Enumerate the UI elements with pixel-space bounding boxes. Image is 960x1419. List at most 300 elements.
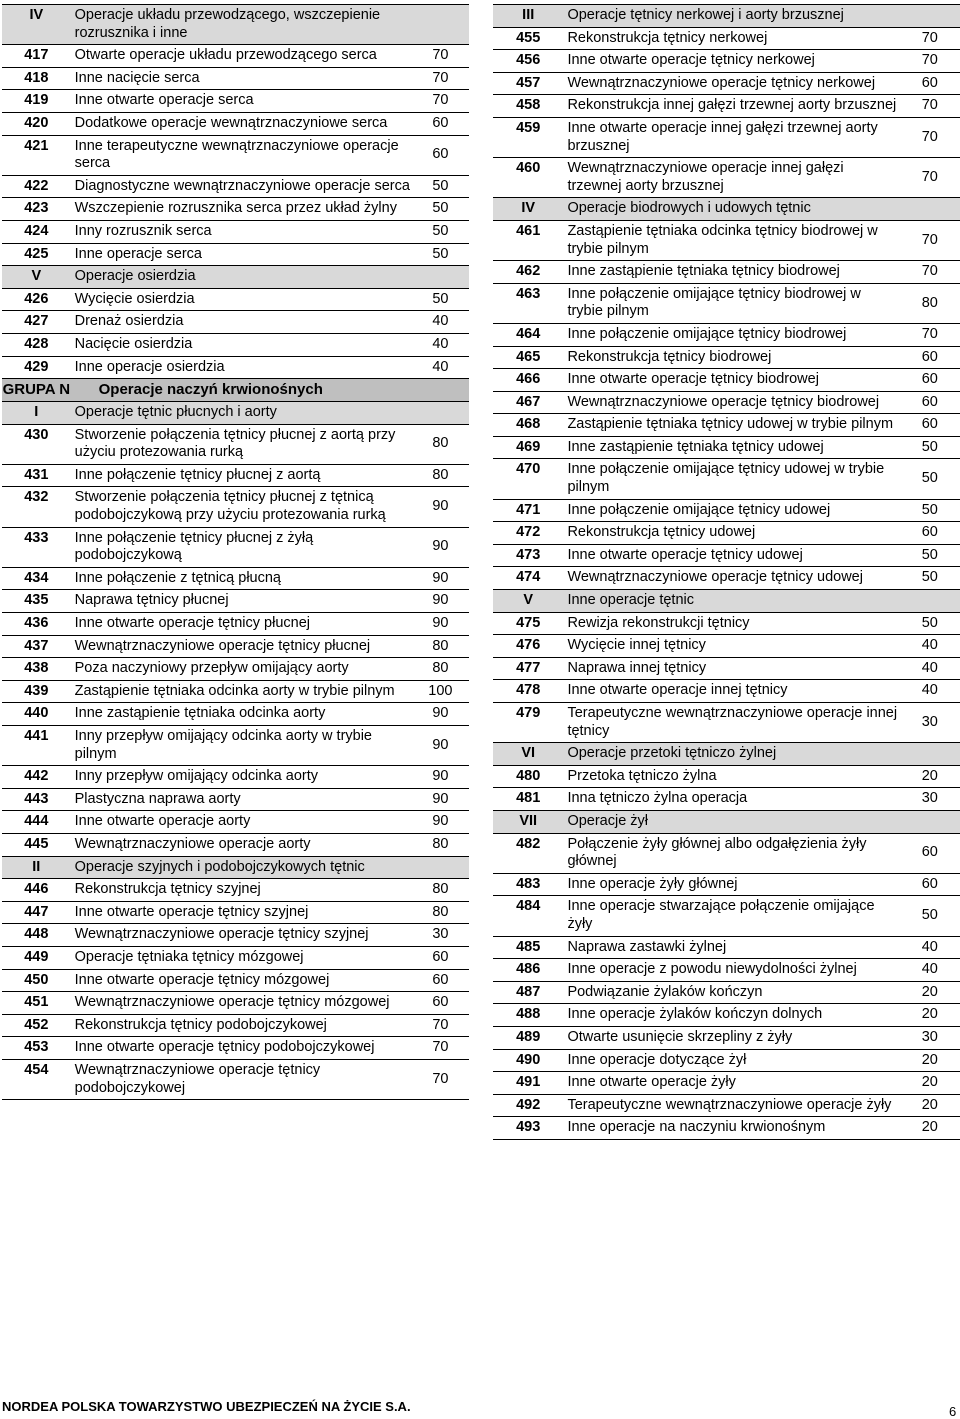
procedure-percentage: 60 — [921, 416, 938, 433]
procedure-percentage: 60 — [432, 971, 449, 988]
procedure-percentage: 50 — [432, 222, 449, 239]
procedure-row — [493, 72, 960, 95]
procedure-name: Inne operacje stwarzające połączenie omijające żyły — [567, 898, 875, 932]
procedure-percentage: 70 — [432, 69, 449, 86]
procedure-name: Inne operacje na naczyniu krwionośnym — [567, 1119, 826, 1136]
procedure-name: Naprawa zastawki żylnej — [567, 938, 727, 955]
procedure-row — [493, 369, 960, 392]
procedure-name: Rekonstrukcja tętnicy biodrowej — [567, 348, 772, 365]
procedure-percentage: 50 — [921, 546, 938, 563]
procedure-code: 464 — [516, 325, 541, 342]
procedure-code: 457 — [516, 74, 541, 91]
procedure-row — [2, 703, 469, 726]
procedure-percentage: 90 — [432, 498, 449, 515]
procedure-code: 418 — [24, 69, 49, 86]
procedure-code: 423 — [24, 200, 49, 217]
procedure-name: Połączenie żyły głównej albo odgałęzienia żyły głównej — [567, 835, 867, 870]
procedure-code: 472 — [516, 524, 541, 541]
procedure-name: Rekonstrukcja tętnicy szyjnej — [74, 881, 261, 898]
procedure-percentage: 50 — [432, 245, 449, 262]
procedure-percentage: 60 — [921, 371, 938, 388]
procedure-row — [493, 703, 960, 743]
procedure-code: 491 — [516, 1074, 541, 1091]
procedure-code: 454 — [24, 1061, 49, 1078]
procedure-name: Inne połączenie omijające tętnicy biodrowej — [567, 325, 847, 342]
procedure-name: Inny przepływ omijający odcinka aorty w trybie pilnym — [74, 728, 372, 762]
procedure-code: 425 — [24, 245, 49, 262]
procedure-row — [2, 969, 469, 992]
procedure-code: 438 — [24, 660, 49, 677]
procedure-name: Operacje tętniaka tętnicy mózgowej — [74, 948, 304, 965]
procedure-row — [493, 1026, 960, 1049]
procedure-row — [493, 873, 960, 896]
procedure-percentage: 40 — [432, 335, 449, 352]
procedure-code: 481 — [516, 790, 541, 807]
procedure-row — [493, 567, 960, 590]
procedure-name: Zastąpienie tętniaka odcinka aorty w trybie pilnym — [74, 682, 395, 699]
procedure-row — [2, 766, 469, 789]
procedure-row — [2, 198, 469, 221]
procedure-row — [493, 391, 960, 414]
procedure-code: 445 — [24, 835, 49, 852]
procedure-code: 483 — [516, 875, 541, 892]
procedure-code: 479 — [516, 705, 541, 721]
procedure-code: III — [493, 5, 563, 28]
procedure-code: 424 — [24, 222, 49, 239]
section-header-row — [493, 810, 960, 833]
procedure-row — [2, 924, 469, 947]
procedure-percentage: 20 — [921, 1096, 938, 1113]
procedure-name: Inne połączenie tętnicy płucnej z żyłą podobojczykową — [74, 529, 314, 564]
procedure-row — [2, 680, 469, 703]
procedure-code: 456 — [516, 52, 541, 69]
procedure-percentage — [412, 402, 469, 425]
procedure-row — [493, 95, 960, 118]
procedure-code: 471 — [516, 501, 541, 518]
procedure-name: Inne operacje żyły głównej — [567, 875, 738, 892]
procedure-row — [493, 158, 960, 198]
procedure-row — [493, 680, 960, 703]
procedure-percentage: 50 — [432, 177, 449, 194]
procedure-row — [2, 635, 469, 658]
procedure-name: Inne otwarte operacje innej tętnicy — [567, 682, 788, 699]
procedure-row — [2, 487, 469, 527]
procedure-percentage: 40 — [432, 313, 449, 330]
procedure-name: Wycięcie osierdzia — [74, 290, 195, 307]
procedure-percentage: 50 — [432, 200, 449, 217]
procedure-percentage — [412, 5, 469, 45]
procedure-code: 488 — [516, 1006, 541, 1023]
procedure-name: Dodatkowe operacje wewnątrznaczyniowe serca — [74, 114, 388, 131]
procedure-code: 431 — [24, 466, 49, 483]
procedure-percentage: 90 — [432, 615, 449, 632]
procedure-name: Otwarte operacje układu przewodzącego serca — [74, 47, 377, 64]
procedure-name: Inne nacięcie serca — [74, 69, 200, 86]
procedure-row — [2, 1059, 469, 1099]
procedure-percentage: 40 — [921, 659, 938, 676]
procedure-name: Operacje układu przewodzącego, wszczepienie rozrusznika i inne — [71, 5, 412, 45]
procedure-code: 469 — [516, 438, 541, 455]
procedure-percentage: 20 — [921, 1006, 938, 1023]
procedure-name: Inne zastąpienie tętniaka tętnicy udowej — [567, 438, 824, 455]
procedure-name: Drenaż osierdzia — [74, 313, 184, 330]
procedure-code: 449 — [24, 948, 49, 965]
procedure-percentage: 20 — [921, 1051, 938, 1068]
procedure-code: 426 — [24, 290, 49, 307]
procedure-code: V — [493, 590, 563, 613]
procedure-percentage: 80 — [432, 435, 449, 452]
procedure-name: Otwarte usunięcie skrzepliny z żyły — [567, 1028, 793, 1045]
procedure-percentage: 20 — [921, 1074, 938, 1091]
procedure-code: 447 — [24, 903, 49, 920]
procedure-code: 480 — [516, 767, 541, 784]
procedure-name: Inne operacje osierdzia — [74, 358, 225, 375]
procedure-name: Inne operacje dotyczące żył — [567, 1051, 747, 1068]
procedure-row — [2, 243, 469, 266]
procedure-name: Przetoka tętniczo żylna — [567, 767, 717, 784]
procedure-code: 443 — [24, 790, 49, 807]
procedure-percentage: 70 — [432, 1070, 449, 1087]
procedure-row — [2, 527, 469, 567]
procedure-name: Inne otwarte operacje tętnicy nerkowej — [567, 52, 815, 69]
procedure-name: Inne połączenie tętnicy płucnej z aortą — [74, 466, 321, 483]
procedure-name: Inne operacje żylaków kończyn dolnych — [567, 1006, 823, 1023]
procedure-percentage: 60 — [432, 114, 449, 131]
procedure-row — [493, 346, 960, 369]
procedure-percentage — [412, 856, 469, 879]
procedure-name: Poza naczyniowy przepływ omijający aorty — [74, 660, 349, 677]
procedure-name: Wewnątrznaczyniowe operacje aorty — [74, 835, 311, 852]
procedure-code: 460 — [516, 160, 541, 177]
procedure-row — [2, 311, 469, 334]
procedure-name: Rekonstrukcja tętnicy nerkowej — [567, 29, 768, 46]
procedure-percentage — [900, 590, 960, 613]
procedure-percentage: 60 — [921, 524, 938, 541]
procedure-code: 428 — [24, 335, 49, 352]
procedure-percentage: 30 — [921, 713, 938, 730]
procedure-code: 482 — [516, 835, 541, 852]
procedure-row — [2, 567, 469, 590]
procedure-name: Zastąpienie tętniaka odcinka tętnicy biodrowej w trybie pilnym — [567, 222, 878, 257]
procedure-name: Rekonstrukcja tętnicy podobojczykowej — [74, 1016, 327, 1033]
procedure-row — [493, 117, 960, 157]
procedure-code: 466 — [516, 371, 541, 388]
procedure-row — [493, 499, 960, 522]
procedure-code: 435 — [24, 592, 49, 609]
procedure-name: Inne operacje z powodu niewydolności żylnej — [567, 961, 857, 978]
procedure-code: 448 — [24, 926, 49, 943]
group-header-row — [2, 379, 469, 402]
section-header-row — [493, 743, 960, 766]
procedure-name: Naprawa tętnicy płucnej — [74, 592, 229, 609]
procedure-row — [2, 590, 469, 613]
section-header-row — [493, 5, 960, 28]
procedure-percentage: 80 — [432, 466, 449, 483]
procedure-percentage: 90 — [432, 705, 449, 722]
procedure-row — [493, 220, 960, 260]
footer-company-name: NORDEA POLSKA TOWARZYSTWO UBEZPIECZEŃ NA ŻYCIE S.A. — [2, 1399, 411, 1414]
procedure-row — [493, 436, 960, 459]
procedure-percentage: 90 — [432, 768, 449, 785]
procedure-name: Inne otwarte operacje serca — [74, 92, 254, 109]
procedure-name: Inne otwarte operacje tętnicy podobojczykowej — [74, 1039, 375, 1056]
procedure-percentage: 70 — [921, 325, 938, 342]
procedure-name: Inne otwarte operacje żyły — [567, 1074, 736, 1091]
procedure-row — [2, 613, 469, 636]
procedure-row — [2, 1037, 469, 1060]
procedure-name: Inne połączenie omijające tętnicy udowej — [567, 501, 831, 518]
procedure-code: 436 — [24, 615, 49, 632]
procedure-code: 429 — [24, 358, 49, 375]
procedure-row — [2, 788, 469, 811]
procedure-row — [493, 981, 960, 1004]
procedure-percentage: 60 — [921, 844, 938, 861]
procedure-code: 490 — [516, 1051, 541, 1068]
procedure-code: 470 — [516, 461, 541, 478]
procedure-name: Wewnątrznaczyniowe operacje tętnicy udowej — [567, 569, 863, 586]
procedure-code: 486 — [516, 961, 541, 978]
procedure-code: V — [2, 266, 71, 289]
procedure-code: 468 — [516, 416, 541, 433]
procedure-percentage: 90 — [432, 790, 449, 807]
procedure-code: 463 — [516, 285, 541, 302]
procedure-code: 427 — [24, 313, 49, 330]
procedure-row — [493, 896, 960, 936]
procedure-name: Operacje osierdzia — [71, 266, 412, 289]
procedure-row — [2, 90, 469, 113]
section-header-row — [493, 590, 960, 613]
procedure-code: 492 — [516, 1096, 541, 1113]
procedure-name: Inna tętniczo żylna operacja — [567, 790, 748, 807]
procedure-code: 434 — [24, 569, 49, 586]
procedure-code: 440 — [24, 705, 49, 722]
procedure-row — [493, 959, 960, 982]
procedure-percentage: 60 — [432, 146, 449, 163]
procedure-row — [493, 1117, 960, 1140]
procedure-code: 430 — [24, 426, 49, 443]
procedure-name: Wewnątrznaczyniowe operacje tętnicy płucnej — [74, 637, 371, 654]
procedure-row — [493, 1049, 960, 1072]
procedure-name: Operacje naczyń krwionośnych — [71, 379, 412, 402]
procedure-percentage: 60 — [432, 994, 449, 1011]
procedure-code: 419 — [24, 92, 49, 109]
procedure-row — [2, 112, 469, 135]
procedure-name: Inne operacje serca — [74, 245, 202, 262]
procedure-name: Inne otwarte operacje tętnicy mózgowej — [74, 971, 330, 988]
procedure-code: 458 — [516, 97, 541, 114]
procedure-name: Naprawa innej tętnicy — [567, 659, 707, 676]
procedure-name: Rekonstrukcja innej gałęzi trzewnej aorty brzusznej — [567, 97, 897, 114]
procedure-percentage: 40 — [432, 358, 449, 375]
procedure-percentage: 90 — [432, 592, 449, 609]
procedure-percentage: 70 — [432, 1016, 449, 1033]
procedure-percentage: 40 — [921, 938, 938, 955]
procedure-row — [493, 522, 960, 545]
procedure-percentage: 80 — [432, 637, 449, 654]
procedure-code: 493 — [516, 1119, 541, 1136]
procedure-row — [2, 45, 469, 68]
procedure-code: 477 — [516, 659, 541, 676]
procedure-row — [2, 424, 469, 464]
procedure-name: Inne otwarte operacje tętnicy płucnej — [74, 615, 310, 632]
procedure-percentage: 50 — [921, 438, 938, 455]
procedure-name: Inny rozrusznik serca — [74, 222, 212, 239]
procedure-row — [493, 261, 960, 284]
right-table-body — [493, 5, 960, 1140]
procedure-code: 473 — [516, 546, 541, 563]
procedure-code: 467 — [516, 393, 541, 410]
procedure-name: Wewnątrznaczyniowe operacje tętnicy szyjnej — [74, 926, 369, 943]
procedure-percentage: 80 — [432, 903, 449, 920]
procedure-name: Plastyczna naprawa aorty — [74, 790, 241, 807]
procedure-name: Operacje biodrowych i udowych tętnic — [563, 198, 899, 221]
procedure-code: 441 — [24, 728, 49, 744]
procedure-name: Inne połączenie omijające tętnicy biodrowej w trybie pilnym — [567, 285, 861, 320]
procedure-name: Inne połączenie omijające tętnicy udowej w trybie pilnym — [567, 461, 885, 496]
procedure-row — [493, 765, 960, 788]
procedure-percentage: 50 — [921, 569, 938, 586]
procedure-code: I — [2, 402, 71, 425]
procedure-percentage: 80 — [432, 881, 449, 898]
procedure-name: Terapeutyczne wewnątrznaczyniowe operacje żyły — [567, 1096, 892, 1113]
procedure-code: 475 — [516, 614, 541, 631]
procedure-row — [2, 356, 469, 379]
procedure-percentage: 80 — [432, 835, 449, 852]
procedure-code: 452 — [24, 1016, 49, 1033]
procedure-name: Operacje żył — [563, 810, 899, 833]
procedure-name: Wewnątrznaczyniowe operacje tętnicy podobojczykowej — [74, 1061, 321, 1096]
procedure-row — [2, 464, 469, 487]
procedure-percentage: 70 — [432, 92, 449, 109]
procedure-name: Diagnostyczne wewnątrznaczyniowe operacje serca — [74, 177, 410, 194]
procedure-row — [2, 135, 469, 175]
procedure-percentage: 30 — [921, 790, 938, 807]
procedure-name: Operacje tętnic płucnych i aorty — [71, 402, 412, 425]
procedure-name: Inne operacje tętnic — [563, 590, 899, 613]
procedure-code: 420 — [24, 114, 49, 131]
procedure-percentage: 60 — [921, 393, 938, 410]
procedure-percentage: 50 — [921, 907, 938, 924]
procedure-code: 485 — [516, 938, 541, 955]
procedure-row — [2, 992, 469, 1015]
procedure-row — [493, 27, 960, 50]
procedure-row — [2, 333, 469, 356]
procedure-code: 432 — [24, 489, 49, 506]
procedure-percentage: 30 — [921, 1028, 938, 1045]
procedure-code: VII — [493, 810, 563, 833]
section-header-row — [2, 856, 469, 879]
procedure-code: 484 — [516, 898, 541, 915]
procedure-name: Stworzenie połączenia tętnicy płucnej z tętnicą podobojczykową przy użyciu protezowania rurką — [74, 489, 386, 524]
procedure-percentage: 60 — [432, 948, 449, 965]
procedure-row — [2, 946, 469, 969]
procedure-row — [493, 283, 960, 323]
procedure-row — [2, 901, 469, 924]
procedure-percentage: 50 — [921, 501, 938, 518]
procedure-percentage: 40 — [921, 682, 938, 699]
procedure-code: 489 — [516, 1028, 541, 1045]
procedure-percentage: 70 — [921, 168, 938, 185]
procedure-code: 455 — [516, 29, 541, 46]
procedure-name: Inne terapeutyczne wewnątrznaczyniowe operacje serca — [74, 137, 399, 172]
procedure-code: IV — [2, 5, 71, 45]
procedure-row — [2, 67, 469, 90]
procedure-name: Wewnątrznaczyniowe operacje innej gałęzi trzewnej aorty brzusznej — [567, 160, 844, 194]
procedure-code: II — [2, 856, 71, 879]
procedure-name: Nacięcie osierdzia — [74, 335, 193, 352]
procedure-percentage: 80 — [432, 660, 449, 677]
procedure-percentage: 80 — [921, 294, 938, 311]
right-procedure-table — [493, 4, 960, 1140]
procedure-percentage: 90 — [432, 538, 449, 555]
procedure-code: 474 — [516, 569, 541, 586]
procedure-row — [2, 175, 469, 198]
procedure-name: Inny przepływ omijający odcinka aorty — [74, 768, 319, 785]
procedure-code: 465 — [516, 348, 541, 365]
procedure-name: Wewnątrznaczyniowe operacje tętnicy biodrowej — [567, 393, 880, 410]
procedure-row — [493, 1072, 960, 1095]
procedure-name: Wycięcie innej tętnicy — [567, 637, 706, 654]
procedure-row — [493, 788, 960, 811]
procedure-percentage: 50 — [432, 290, 449, 307]
procedure-code: 451 — [24, 994, 49, 1011]
procedure-row — [2, 811, 469, 834]
procedure-name: Wewnątrznaczyniowe operacje tętnicy nerkowej — [567, 74, 876, 91]
procedure-percentage — [900, 743, 960, 766]
procedure-code: 461 — [516, 222, 541, 239]
procedure-code: 417 — [24, 47, 49, 64]
procedure-row — [493, 612, 960, 635]
procedure-name: Podwiązanie żylaków kończyn — [567, 983, 763, 1000]
procedure-name: Zastąpienie tętniaka tętnicy udowej w trybie pilnym — [567, 416, 894, 433]
procedure-percentage: 40 — [921, 637, 938, 654]
procedure-code: 433 — [24, 529, 49, 546]
procedure-code: 459 — [516, 119, 541, 136]
procedure-percentage: 70 — [921, 231, 938, 248]
procedure-percentage: 50 — [921, 470, 938, 487]
procedure-percentage: 70 — [921, 52, 938, 69]
procedure-code: 422 — [24, 177, 49, 194]
procedure-row — [493, 1094, 960, 1117]
procedure-percentage: 70 — [921, 29, 938, 46]
procedure-percentage — [412, 266, 469, 289]
procedure-name: Inne otwarte operacje aorty — [74, 813, 251, 830]
section-header-row — [2, 266, 469, 289]
procedure-percentage: 70 — [921, 128, 938, 145]
procedure-percentage: 40 — [921, 961, 938, 978]
procedure-code: 444 — [24, 813, 49, 830]
procedure-percentage: 70 — [432, 1039, 449, 1056]
procedure-percentage: 60 — [921, 875, 938, 892]
procedure-percentage: 70 — [921, 97, 938, 114]
left-procedure-table — [2, 4, 469, 1100]
procedure-code: 421 — [24, 137, 49, 154]
section-header-row — [2, 5, 469, 45]
procedure-name: Rewizja rekonstrukcji tętnicy — [567, 614, 750, 631]
procedure-code: 478 — [516, 682, 541, 699]
procedure-name: Stworzenie połączenia tętnicy płucnej z aortą przy użyciu protezowania rurką — [74, 426, 396, 461]
procedure-percentage: 20 — [921, 767, 938, 784]
procedure-row — [493, 1004, 960, 1027]
procedure-name: Inne otwarte operacje tętnicy udowej — [567, 546, 803, 563]
procedure-row — [2, 288, 469, 311]
procedure-code: IV — [493, 198, 563, 221]
procedure-name: Rekonstrukcja tętnicy udowej — [567, 524, 756, 541]
procedure-row — [493, 657, 960, 680]
procedure-code: 450 — [24, 971, 49, 988]
procedure-row — [2, 220, 469, 243]
procedure-percentage: 30 — [432, 926, 449, 943]
